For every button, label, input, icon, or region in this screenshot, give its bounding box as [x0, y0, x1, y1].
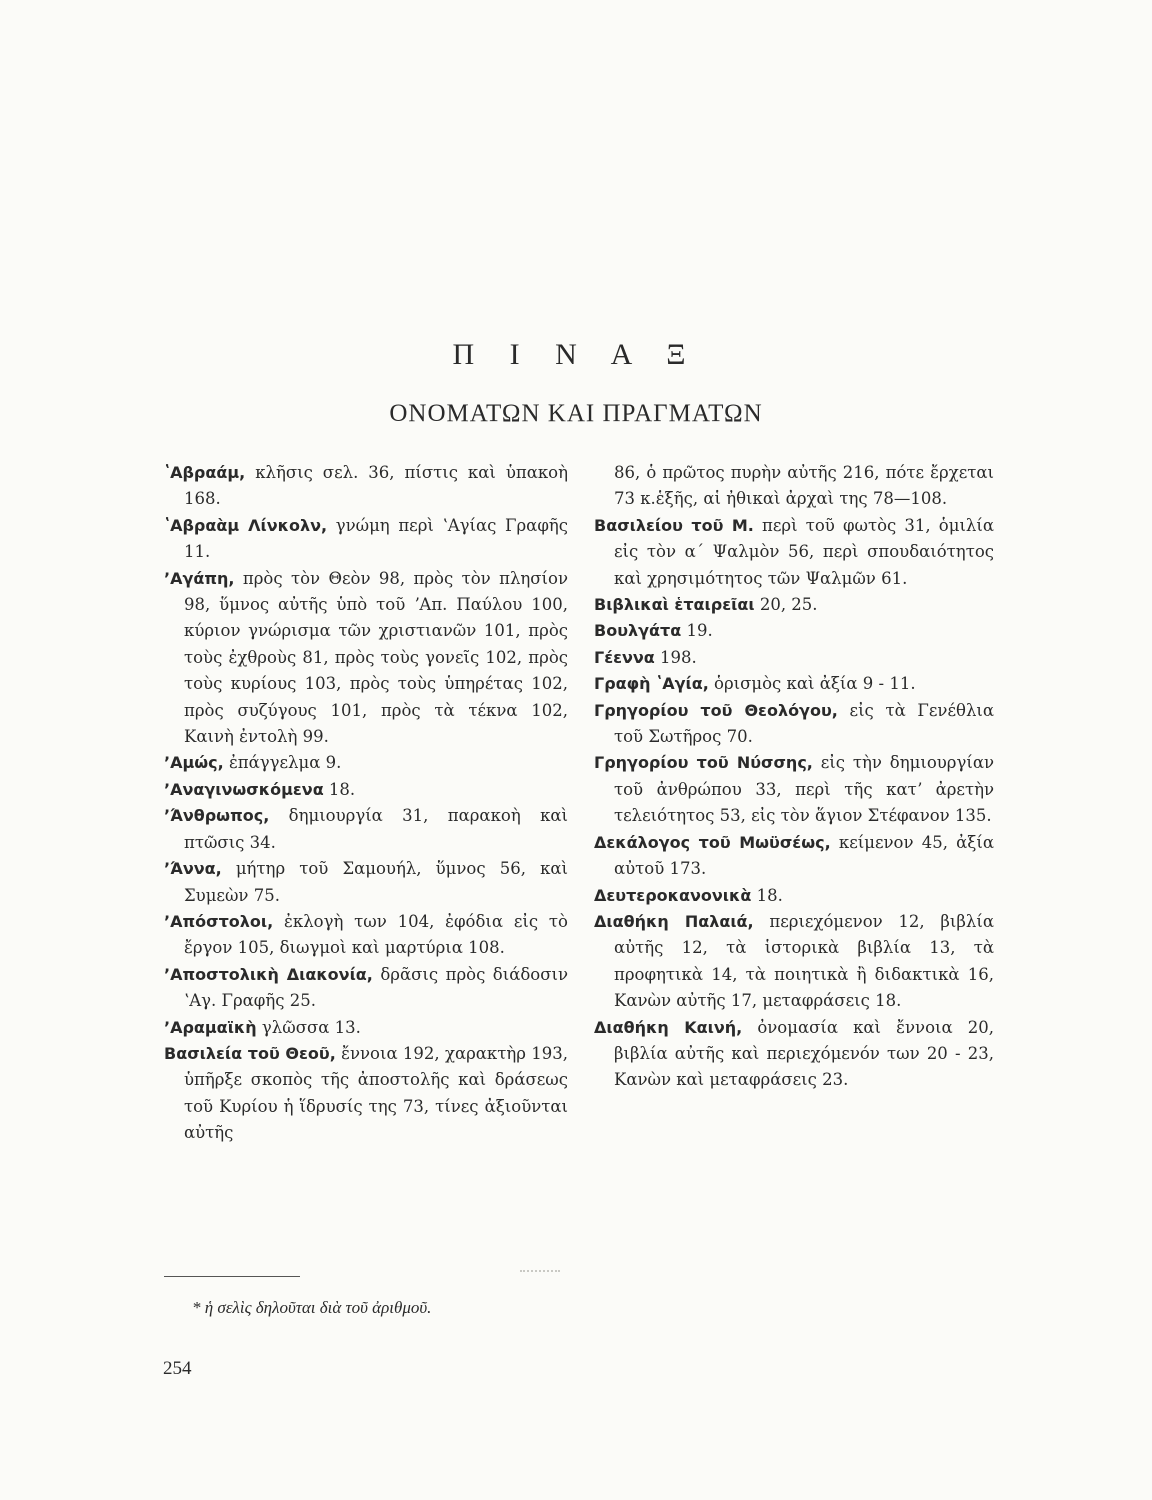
index-references: ἐκλογὴ των 104, ἐφόδια εἰς τὸ ἔργον 105, διωγμοὶ καὶ μαρτύρια 108. [184, 911, 568, 958]
footnote-rule [164, 1276, 300, 1277]
index-entry [594, 698, 994, 751]
index-column-left [164, 460, 568, 1147]
index-entry [164, 460, 568, 513]
index-term: ʼΑναγινωσκόμενα [164, 779, 324, 799]
index-entry [594, 618, 994, 644]
index-term: Διαθήκη Καινή, [594, 1017, 743, 1037]
index-entry [164, 750, 568, 776]
index-references: ὁρισμὸς καὶ ἀξία 9 - 11. [708, 674, 916, 694]
index-references: ἐπάγγελμα 9. [223, 753, 342, 773]
index-subtitle: ΟΝΟΜΑΤΩΝ ΚΑΙ ΠΡΑΓΜΑΤΩΝ [389, 400, 763, 427]
index-references: γνώμη περὶ ʽΑγίας Γραφῆς 11. [184, 515, 569, 562]
ornament-decoration [520, 1262, 560, 1272]
index-term: Βιβλικαὶ ἑταιρεῖαι [594, 595, 755, 615]
index-references: κλῆσις σελ. 36, πίστις καὶ ὑπακοὴ 168. [184, 463, 568, 509]
index-entry [164, 962, 568, 1015]
index-term: Γραφὴ ʽΑγία, [594, 674, 709, 694]
index-entry [594, 513, 994, 592]
index-references: 86, ὁ πρῶτος πυρὴν αὐτῆς 216, πότε ἔρχεται 73 κ.ἑξῆς, αἱ ἠθικαὶ ἀρχαὶ της 78—108. [614, 463, 994, 509]
index-term: Γρηγορίου τοῦ Νύσσης, [594, 753, 813, 773]
index-references: 18. [751, 885, 783, 905]
index-entry [594, 750, 994, 829]
index-references: εἰς τὰ Γενέθλια τοῦ Σωτῆρος 70. [614, 700, 995, 747]
index-term: Βασιλείου τοῦ Μ. [594, 515, 754, 535]
index-references: μήτηρ τοῦ Σαμουήλ, ὕμνος 56, καὶ Συμεὼν 75. [184, 859, 568, 905]
index-entry [594, 460, 994, 513]
index-entry [164, 803, 568, 856]
index-column-right [594, 460, 994, 1094]
index-term: ʼΑπόστολοι, [164, 911, 274, 931]
page-number: 254 [163, 1358, 192, 1379]
index-term: ʽΑβραάμ, [164, 463, 246, 482]
index-references: δημιουργία 31, παρακοὴ καὶ πτῶσις 34. [184, 806, 568, 852]
index-references: δρᾶσις πρὸς διάδοσιν ʽΑγ. Γραφῆς 25. [184, 964, 568, 1011]
index-entry [164, 909, 568, 962]
index-references: πρὸς τὸν Θεὸν 98, πρὸς τὸν πλησίον 98, ὕμνος αὐτῆς ὑπὸ τοῦ ʼΑπ. Παύλου 100, κύριον γνώρισμα τῶν χριστιανῶν 101, πρὸς τοὺς ἐχθροὺς 81, πρὸς τοὺς γονεῖς 102, πρὸς τοὺς κυρίους 103, πρὸς τοὺς ὑπηρέτας 102, πρὸς συζύγους 101, πρὸς τὰ τέκνα 102, Καινὴ ἐντολὴ 99. [184, 568, 568, 747]
index-term: ʼΑγάπη, [164, 568, 235, 588]
index-entry [594, 909, 994, 1015]
index-term: ʼΑραμαϊκὴ [164, 1017, 257, 1037]
index-entry [594, 1015, 994, 1094]
index-entry [594, 671, 994, 697]
index-term: Βασιλεία τοῦ Θεοῦ, [164, 1043, 336, 1063]
index-entry [164, 856, 568, 909]
index-references: περιεχόμενον 12, βιβλία αὐτῆς 12, τὰ ἱστορικὰ βιβλία 13, τὰ προφητικὰ 14, τὰ ποιητικὰ ἢ διδακτικὰ 16, Κανὼν αὐτῆς 17, μεταφράσεις 18. [614, 911, 995, 1011]
index-references: ἔννοια 192, χαρακτὴρ 193, ὑπῆρξε σκοπὸς τῆς ἀποστολῆς καὶ δράσεως τοῦ Κυρίου ἡ ἵδρυσίς της 73, τίνες ἀξιοῦνται αὐτῆς [184, 1043, 568, 1143]
index-entry [164, 1041, 568, 1147]
index-term: Δεκάλογος τοῦ Μωϋσέως, [594, 832, 831, 852]
index-entry [164, 513, 568, 566]
index-references: 198. [654, 647, 697, 667]
index-entry [594, 645, 994, 671]
index-term: ʼΆνθρωπος, [164, 806, 270, 826]
index-references: 18. [323, 779, 356, 799]
footnote: * ἡ σελὶς δηλοῦται διὰ τοῦ ἀριθμοῦ. [192, 1298, 432, 1317]
index-entry [164, 566, 568, 751]
index-term: ʼΆννα, [164, 859, 222, 879]
index-term: Γρηγορίου τοῦ Θεολόγου, [594, 700, 838, 720]
index-term: ʼΑμώς, [164, 753, 224, 773]
index-references: ὀνομασία καὶ ἔννοια 20, βιβλία αὐτῆς καὶ περιεχόμενόν των 20 - 23, Κανὼν καὶ μεταφράσεις 23. [614, 1017, 994, 1090]
index-title: Π Ι Ν Α Ξ [452, 338, 700, 371]
index-entry [594, 883, 994, 909]
index-references: περὶ τοῦ φωτὸς 31, ὁμιλία εἰς τὸν α΄ Ψαλμὸν 56, περὶ σπουδαιότητος καὶ χρησιμότητος τῶν Ψαλμῶν 61. [614, 515, 994, 588]
index-term: Βουλγάτα [594, 621, 682, 641]
index-term: ʼΑποστολικὴ Διακονία, [164, 964, 373, 984]
index-references: 20, 25. [754, 595, 818, 615]
index-entry [164, 1015, 568, 1041]
index-references: κείμενον 45, ἀξία αὐτοῦ 173. [614, 832, 994, 879]
index-entry [594, 592, 994, 618]
index-entry [164, 777, 568, 803]
index-term: Διαθήκη Παλαιά, [594, 911, 754, 931]
index-term: Γέεννα [594, 647, 655, 667]
index-entry [594, 830, 994, 883]
index-references: 19. [681, 621, 713, 641]
index-references: γλῶσσα 13. [256, 1017, 361, 1037]
index-term: ʽΑβραὰμ Λίνκολν, [164, 515, 328, 535]
index-term: Δευτεροκανονικὰ [594, 885, 752, 905]
index-references: εἰς τὴν δημιουργίαν τοῦ ἀνθρώπου 33, περὶ τῆς κατʼ ἀρετὴν τελειότητος 53, εἰς τὸν ἅγιον Στέφανον 135. [614, 753, 994, 826]
